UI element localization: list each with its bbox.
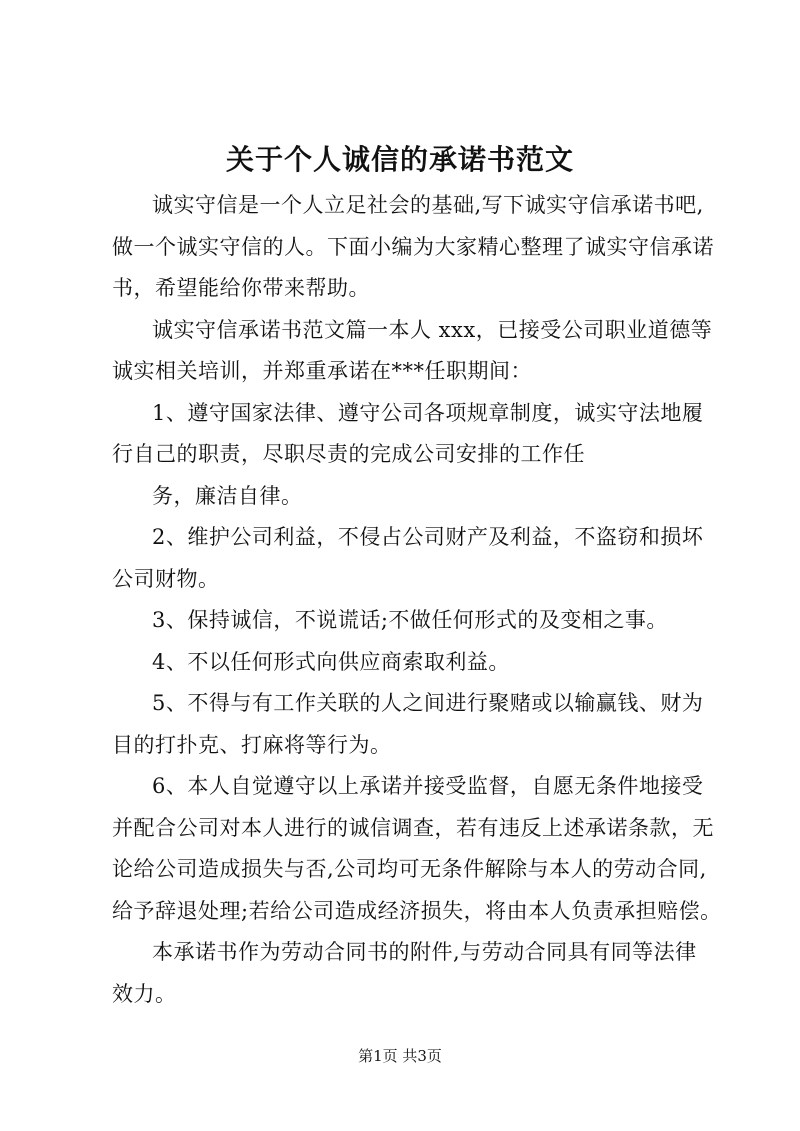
body-line: 4、不以任何形式向供应商索取利益。: [152, 649, 510, 674]
body-line: 务，廉洁自律。: [152, 483, 303, 508]
body-line: 诚实相关培训，并郑重承诺在***任职期间：: [112, 359, 532, 383]
body-line: 3、保持诚信，不说谎话;不做任何形式的及变相之事。: [152, 608, 668, 632]
document-title: 关于个人诚信的承诺书范文: [225, 143, 574, 176]
document-body: [112, 185, 722, 1015]
body-line: 效力。: [112, 981, 177, 1006]
body-line: 公司财物。: [112, 566, 220, 591]
body-line: 诚实守信是一个人立足社会的基础,写下诚实守信承诺书吧,: [152, 193, 704, 217]
body-line: 6、本人自觉遵守以上承诺并接受监督，自愿无条件地接受: [152, 774, 704, 798]
body-line: 5、不得与有工作关联的人之间进行聚赌或以输赢钱、财为: [152, 691, 704, 715]
body-line: 本承诺书作为劳动合同书的附件,与劳动合同具有同等法律: [152, 940, 697, 964]
body-line: 诚实守信承诺书范文篇一本人 xxx，已接受公司职业道德等: [152, 317, 713, 342]
body-line: 书，希望能给你带来帮助。: [112, 276, 370, 300]
body-line: 2、维护公司利益，不侵占公司财产及利益，不盗窃和损坏: [152, 525, 704, 549]
body-line: 行自己的职责，尽职尽责的完成公司安排的工作任: [112, 442, 585, 466]
body-line: 并配合公司对本人进行的诚信调查，若有违反上述承诺条款，无: [112, 815, 714, 840]
body-line: 论给公司造成损失与否,公司均可无条件解除与本人的劳动合同,: [112, 857, 707, 881]
body-line: 给予辞退处理;若给公司造成经济损失，将由本人负责承担赔偿。: [112, 898, 722, 923]
body-line: 目的打扑克、打麻将等行为。: [112, 732, 392, 757]
page-footer: 第1页 共3页: [358, 1047, 442, 1065]
body-line: 做一个诚实守信的人。下面小编为大家精心整理了诚实守信承诺: [112, 234, 714, 259]
body-line: 1、遵守国家法律、遵守公司各项规章制度，诚实守法地履: [152, 400, 704, 425]
